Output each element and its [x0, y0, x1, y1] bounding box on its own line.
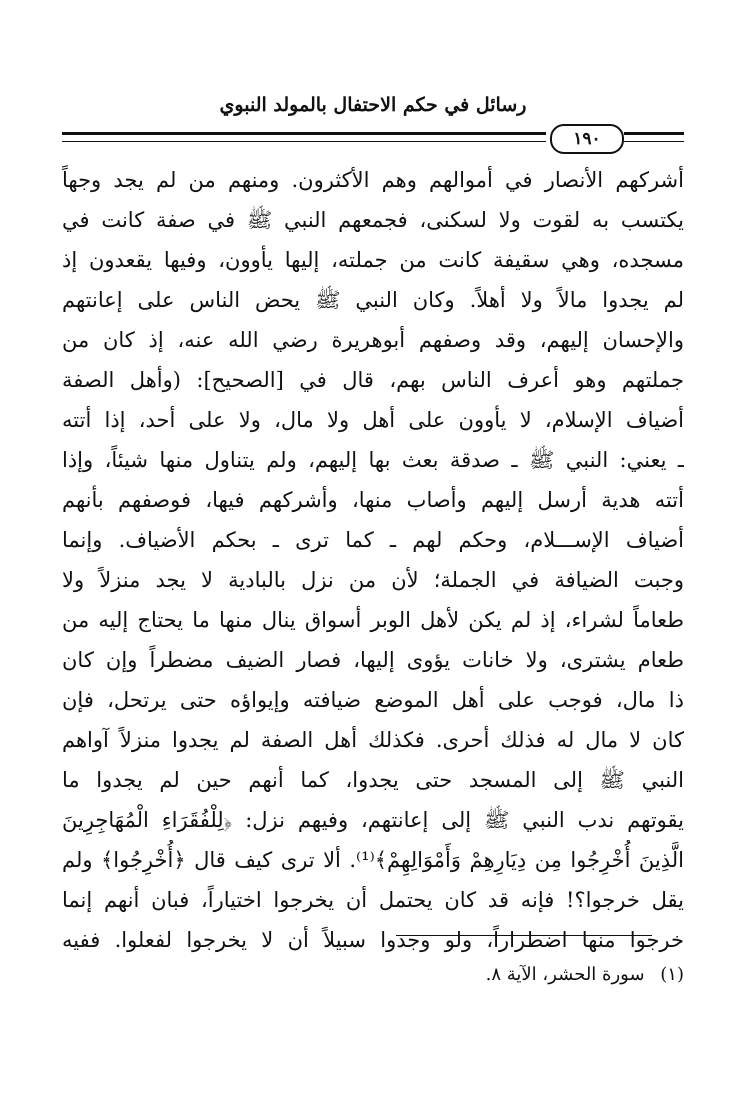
- footnote: [62, 960, 684, 990]
- text-line: كان لا مال له فذلك أحرى. فكذلك أهل الصفة لم يجدوا منزلاً آواهم: [62, 728, 684, 752]
- text-line: ـ يعني: النبي ﷺ ـ صدقة بعث بها إليهم، ولم يتناول منها شيئاً، وإذا: [62, 448, 684, 472]
- footnote-marker: (١): [660, 964, 684, 985]
- text-line: مسجده، وهي سقيفة كانت من جملته، إليها يأوون، وفيها يقعدون إذ: [62, 248, 684, 272]
- text-line: لم يجدوا مالاً ولا أهلاً. وكان النبي ﷺ يحض الناس على إعانتهم: [62, 288, 684, 312]
- text-line: يكتسب به لقوت ولا لسكنى، فجمعهم النبي ﷺ في صفة كانت في: [62, 208, 684, 232]
- main-text: [62, 160, 684, 960]
- text-line: وجبت الضيافة في الجملة؛ لأن من نزل بالبادية لا يجد منزلاً ولا: [62, 568, 684, 592]
- text-line: جملتهم وهو أعرف الناس بهم، قال في [الصحيح]: (وأهل الصفة: [62, 368, 684, 392]
- text-line: أتته هدية أرسل إليهم وأصاب منها، وأشركهم فيها، فوصفهم بأنهم: [62, 488, 684, 512]
- running-title: رسائل في حكم الاحتفال بالمولد النبوي: [219, 94, 527, 116]
- footnote-separator: [396, 935, 652, 936]
- text-line: طعام يشترى، ولا خانات يؤوى إليها، فصار الضيف مضطراً وإن كان: [62, 648, 684, 672]
- page-header: [62, 88, 684, 158]
- text-line: يقوتهم ندب النبي ﷺ إلى إعانتهم، وفيهم نزل: ﴿لِلْفُقَرَاءِ الْمُهَاجِرِينَ: [62, 808, 684, 832]
- text-line: النبي ﷺ إلى المسجد حتى يجدوا، كما أنهم حين لم يجدوا ما: [62, 768, 684, 792]
- text-line: والإحسان إليهم، وقد وصفهم أبوهريرة رضي الله عنه، إذ كان من: [62, 328, 684, 352]
- header-rule-short: [624, 132, 684, 142]
- header-rule: [62, 132, 546, 142]
- text-line: خرجوا منها اضطراراً، ولو وجدوا سبيلاً أن لا يخرجوا لفعلوا. ففيه: [62, 928, 684, 952]
- text-line: الَّذِينَ أُخْرِجُوا مِن دِيَارِهِمْ وَأَمْوَالِهِمْ﴾⁽¹⁾. ألا ترى كيف قال ﴿أُخْرِجُوا﴾ ولم: [62, 848, 684, 872]
- text-line: ذا مال، فوجب على أهل الموضع ضيافته وإيواؤه حتى يرتحل، فإن: [62, 688, 684, 712]
- page-number: ١٩٠: [550, 124, 624, 154]
- text-line: يقل خرجوا؟! فإنه قد كان يحتمل أن يخرجوا اختياراً، فبان أنهم إنما: [62, 888, 684, 912]
- text-line: طعاماً لشراء، إذ لم يكن لأهل الوبر أسواق ينال منها ما يحتاج إليه من: [62, 608, 684, 632]
- text-line: أضياف الإسلام، لا يأوون على أهل ولا مال، ولا على أحد، إذا أتته: [62, 408, 684, 432]
- text-line: أضياف الإســـلام، وحكم لهم ـ كما ترى ـ بحكم الأضياف. وإنما: [62, 528, 684, 552]
- text-line: أشركهم الأنصار في أموالهم وهم الأكثرون. ومنهم من لم يجد وجهاً: [62, 168, 684, 192]
- footnote-text: سورة الحشر، الآية ٨.: [485, 964, 645, 985]
